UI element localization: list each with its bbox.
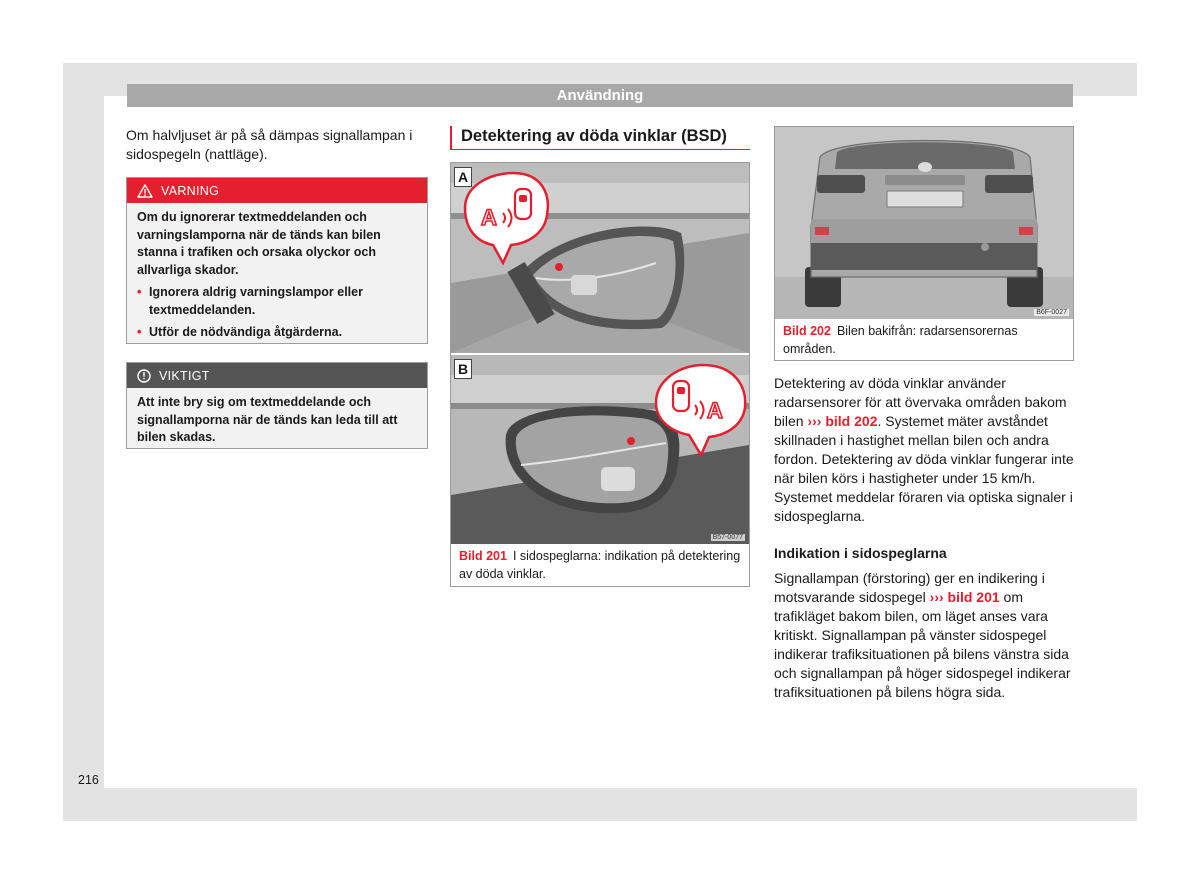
figure-202 [774,126,1074,361]
body-paragraph: Detektering av döda vinklar använder radarsensorer för att övervaka områden bakom bilen ››› bild 202. Systemet mäter avståndet skillnaden i hastighet mellan bilen och andra fordon. Detektering av döda vinklar fungerar inte när bilen körs i hastigheter under 15 km/h. Systemet meddelar föraren via optiska signaler i sidospeglarna. [774,375,1074,524]
warning-box [126,177,428,344]
figure-label: Bild 202 [783,324,831,338]
bullet-icon: • [137,285,142,299]
svg-text:A: A [481,205,497,230]
section-title: Detektering av döda vinklar (BSD) [450,126,750,150]
notice-title: VIKTIGT [159,368,210,383]
warning-bullet: • Ignorera aldrig varningslampor eller textmeddelanden. [137,285,363,317]
right-mirror-illustration [451,355,749,544]
left-mirror-illustration [451,163,749,353]
figure-panel-a [451,163,749,353]
figure-caption-text: I sidospeglarna: indikation på detektering av döda vinklar. [459,549,741,581]
body-text-column [774,374,1074,720]
figure-code: B6F-0027 [1036,309,1067,316]
figure-202-caption [783,322,1067,358]
notice-text: Att inte bry sig om textmeddelande och signallamporna när de tänds kan leda till att bilen skadas. [137,395,398,444]
bullet-icon: • [137,325,142,339]
warning-list [137,284,417,342]
body-paragraph: Signallampan (förstoring) ger en indikering i motsvarande sidospegel ››› bild 201 om trafikläget bakom bilen, om läget anses vara kritiskt. Signallampan på vänster sidospegel indikerar trafiksituationen på bilens vänstra sida och signallampan på höger sidospegel indikerar trafiksituationen på bilens högra sida. [774,570,1071,700]
figure-code: B57-0077 [712,534,743,541]
page-number: 216 [78,773,99,787]
intro-paragraph: Om halvljuset är på så dämpas signallampan i sidospegeln (nattläge). [126,127,413,162]
warning-bullet: • Utför de nödvändiga åtgärderna. [137,324,417,342]
figure-caption-text: Bilen bakifrån: radarsensorernas områden. [783,324,1018,356]
warning-triangle-icon [137,184,153,198]
figure-panel-b [451,355,749,544]
section-rule [450,149,750,150]
warning-text: Om du ignorerar textmeddelanden och varningslamporna när de tänds kan bilen stanna i trafiken och orsaka olyckor och allvarliga skador. [137,210,381,277]
panel-label-b: B [454,359,472,379]
car-rear-illustration [775,127,1073,319]
notice-header [127,363,427,388]
subheading: Indikation i sidospeglarna [774,545,947,561]
svg-text:A: A [707,398,723,423]
figure-201 [450,162,750,587]
figure-202-reference-link[interactable]: ››› bild 202 [807,413,878,429]
panel-label-a: A [454,167,472,187]
figure-201-caption [459,547,743,583]
warning-title: VARNING [161,183,220,198]
warning-header [127,178,427,203]
figure-label: Bild 201 [459,549,507,563]
info-circle-icon [137,369,151,383]
chapter-header: Användning [127,84,1073,107]
notice-box [126,362,428,449]
figure-201-reference-link[interactable]: ››› bild 201 [929,589,1000,605]
